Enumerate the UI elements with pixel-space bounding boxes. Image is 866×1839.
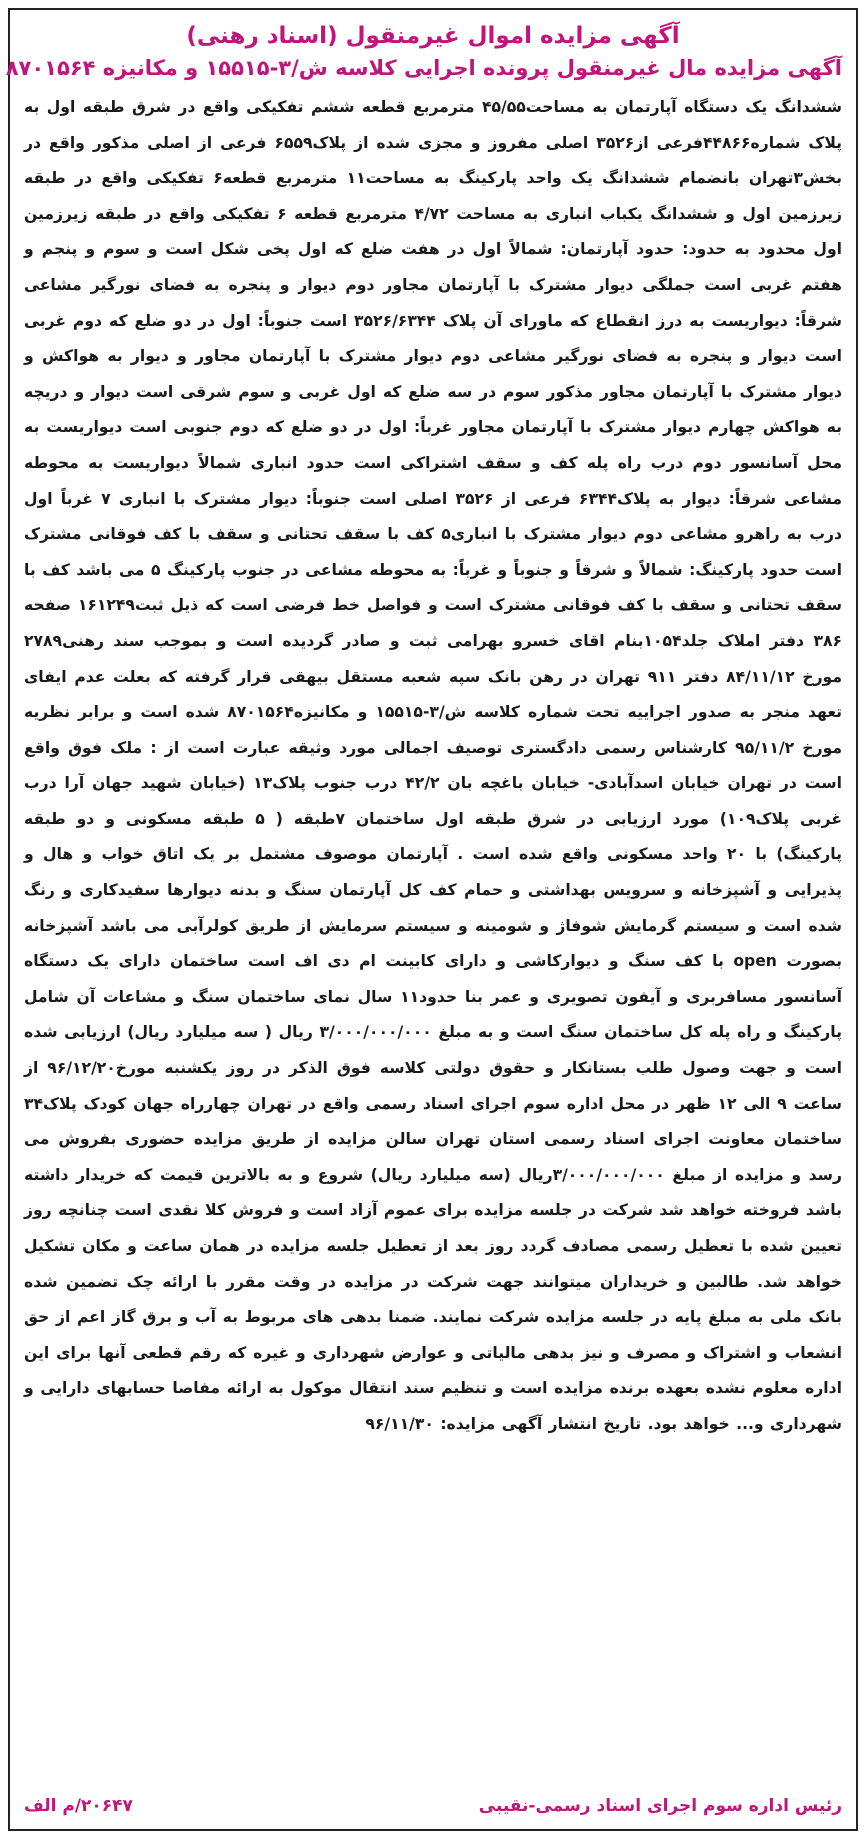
publish-date: ۹۶/۱۱/۳۰ — [365, 1414, 434, 1433]
notice-title: آگهی مزایده اموال غیرمنقول (اسناد رهنی) — [186, 23, 680, 49]
notice-body — [24, 90, 842, 1787]
notice-body-text: ششدانگ یک دستگاه آپارتمان به مساحت۴۵/۵۵ مترمربع قطعه ششم تفکیکی واقع در شرق طبقه اول به پلاک شماره۴۴۸۶۶فرعی از۳۵۲۶ اصلی مفروز و مجزی شده از پلاک۶۵۵۹ فرعی از اصلی مذکور واقع در بخش۳تهران بانضمام ششدانگ یک واحد پارکینگ به مساحت۱۱ مترمربع قطعه۶ تفکیکی واقع در طبقه زیرزمین اول و ششدانگ یکباب انباری به مساحت ۴/۷۲ مترمربع قطعه ۶ تفکیکی واقع در طبقه زیرزمین اول محدود به حدود: حدود آپارتمان: شمالاً اول در هفت ضلع که اول پخی شکل است و سوم و پنجم و هفتم غربی است جملگی دیوار مشترک با آپارتمان مجاور دوم دیوار و پنجره به فضای نورگیر مشاعی شرقاً: دیواریست به درز انقطاع که ماورای آن پلاک ۳۵۲۶/۶۳۴۴ است جنوباً: اول در دو ضلع که دوم غربی است دیوار و پنجره به فضای نورگیر مشاعی دوم دیوار مشترک با آپارتمان مجاور و دیوار به هواکش و دیوار مشترک با آپارتمان مجاور مذکور سوم در سه ضلع که اول غربی و سوم شرقی است دیوار و دریچه به هواکش چهارم دیوار مشترک با آپارتمان مجاور غرباً: اول در دو ضلع که دوم جنوبی است دیواریست به محل آسانسور دوم درب راه پله کف و سقف اشتراکی است حدود انباری شمالاً دیواریست به محوطه مشاعی شرقاً: دیوار به پلاک۶۳۴۴ فرعی از ۳۵۲۶ اصلی است جنوباً: دیوار مشترک با انباری ۷ غرباً اول درب به راهرو مشاعی دوم دیوار مشترک با انباری۵ کف با سقف تحتانی و سقف با کف فوقانی مشترک است حدود پارکینگ: شمالاً و شرقاً و جنوباً و غرباً: به محوطه مشاعی در جنوب پارکینگ ۵ می باشد کف با سقف تحتانی و سقف با کف فوقانی مشترک است و فواصل خط فرضی است که ذیل ثبت۱۶۱۲۴۹ صفحه ۳۸۶ دفتر املاک جلد۱۰۵۴بنام اقای خسرو بهرامی ثبت و صادر گردیده است و بموجب سند رهنی۲۷۸۹ مورخ ۸۴/۱۱/۱۲ دفتر ۹۱۱ تهران در رهن بانک سپه شعبه مستقل بیهقی قرار گرفته که بعلت عدم ایفای تعهد منجر به صدور اجراییه تحت شماره کلاسه ش/۳-۱۵۵۱۵ و مکانیزه۸۷۰۱۵۶۴ شده است و برابر نظریه مورخ ۹۵/۱۱/۲ کارشناس رسمی دادگستری توصیف اجمالی مورد وثیقه عبارت است از : ملک فوق واقع است در تهران خیابان اسدآبادی- خیابان باغچه بان ۴۲/۲ درب جنوب پلاک۱۳ (خیابان شهید جهان آرا درب غربی پلاک۱۰۹) مورد ارزیابی در شرق طبقه اول ساختمان ۷طبقه ( ۵ طبقه مسکونی و دو طبقه پارکینگ) با ۲۰ واحد مسکونی واقع شده است . آپارتمان موصوف مشتمل بر یک اتاق خواب و هال و پذیرایی و آشپزخانه و سرویس بهداشتی و حمام کف کل آپارتمان سنگ و بدنه دیوارها سفیدکاری و رنگ شده است و سیستم گرمایش شوفاژ و شومینه و سیستم سرمایش از طریق کولرآبی می باشد آشپزخانه بصورت open با کف سنگ و دیوارکاشی و دارای کابینت ام دی اف است ساختمان دارای یک دستگاه آسانسور مسافربری و آیفون تصویری و عمر بنا حدود۱۱ سال نمای ساختمان سنگ و مشاعات آن شامل پارکینگ و راه پله کل ساختمان سنگ است و به مبلغ ۳/۰۰۰/۰۰۰/۰۰۰ ریال ( سه میلیارد ریال) ارزیابی شده است و جهت وصول طلب بستانکار و حقوق دولتی کلاسه فوق الذکر در روز یکشنبه مورخ۹۶/۱۲/۲۰ از ساعت ۹ الی ۱۲ ظهر در محل اداره سوم اجرای اسناد رسمی واقع در تهران چهارراه جهان کودک پلاک۳۴ ساختمان معاونت اجرای اسناد رسمی استان تهران سالن مزایده از طریق مزایده حضوری بفروش می رسد و مزایده از مبلغ ۳/۰۰۰/۰۰۰/۰۰۰ریال (سه میلیارد ریال) شروع و به بالاترین قیمت که خریدار داشته باشد فروخته خواهد شد شرکت در جلسه مزایده برای عموم آزاد است و فروش کلا نقدی است چنانچه روز تعیین شده با تعطیل رسمی مصادف گردد روز بعد از تعطیل جلسه مزایده در همان ساعت و مکان تشکیل خواهد شد. طالبین و خریداران میتوانند جهت شرکت در مزایده در وقت مقرر با ارائه چک تضمین شده بانک ملی به مبلغ پایه در جلسه مزایده شرکت نمایند. ضمنا بدهی های مربوط به آب و برق گاز اعم از حق انشعاب و اشتراک و مصرف و نیز بدهی مالیاتی و عوارض شهرداری و غیره که رقم قطعی آنها برای این اداره معلوم نشده بعهده برنده مزایده است و تنظیم سند انتقال موکول به ارائه مفاصا حسابهای دارایی و شهرداری و... خواهد بود. تاریخ انتشار آگهی مزایده: — [24, 98, 843, 1433]
notice-subtitle: آگهی مزایده مال غیرمنقول پرونده اجرایی کلاسه ش/۳-۱۵۵۱۵ و مکانیزه ۸۷۰۱۵۶۴ — [5, 56, 842, 80]
auction-notice — [5, 8, 858, 1831]
reference-code: ۲۰۶۴۷/م الف — [24, 1796, 133, 1816]
notice-footer — [24, 1791, 842, 1821]
signature: رئیس اداره سوم اجرای اسناد رسمی-نقیبی — [478, 1796, 842, 1816]
